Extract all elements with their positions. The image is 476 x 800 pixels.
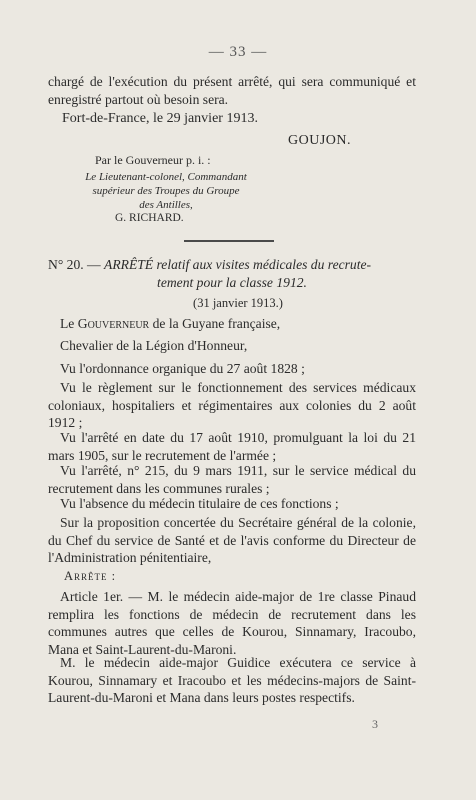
issuer-prefix: Le [60, 316, 78, 331]
par-le-gouverneur: Par le Gouverneur p. i. : [95, 153, 211, 167]
place-date: Fort-de-France, le 29 janvier 1913. [62, 111, 258, 126]
considerant-4: Vu l'arrêté, n° 215, du 9 mars 1911, sur le service médical du recrutement dans les communes rurales ; [48, 463, 416, 496]
lt-colonel-line-3: des Antilles, [139, 199, 193, 211]
considerant-1: Vu l'ordonnance organique du 27 août 1828 ; [60, 361, 305, 376]
decree-number: N° 20. — [48, 257, 101, 272]
issuer [48, 315, 416, 333]
chevalier-line: Chevalier de la Légion d'Honneur, [60, 338, 248, 353]
decree-date: (31 janvier 1913.) [193, 296, 283, 310]
issuer-rest: de la Guyane française, [149, 316, 281, 331]
decree-title-line-1: ARRÊTÉ relatif aux visites médicales du recrute- [104, 257, 372, 272]
arrete-label: Arrête : [64, 569, 117, 583]
section-divider [184, 240, 274, 242]
governor-signature: GOUJON. [288, 133, 351, 148]
article-guidice: M. le médecin aide-major Guidice exécutera ce service à Kourou, Sinnamary et Iracoubo et les médecins-majors de Saint-Laurent-du-Maroni et Mana dans leurs postes respectifs. [48, 655, 416, 705]
decree-heading [48, 256, 416, 291]
considerant-2: Vu le règlement sur le fonctionnement des services médicaux coloniaux, hospitaliers et régimentaires aux colonies du 2 août 1912 ; [48, 380, 416, 430]
page-mark: 3 [372, 717, 378, 731]
decree-title-line-2: tement pour la classe 1912. [157, 274, 307, 290]
intro-paragraph: chargé de l'exécution du présent arrêté, qui sera communiqué et enregistré partout où besoin sera. [48, 74, 416, 107]
considerant-3: Vu l'arrêté en date du 17 août 1910, promulguant la loi du 21 mars 1905, sur le recrutement de l'armée ; [48, 430, 416, 463]
lt-colonel-line-1: Le Lieutenant-colonel, Commandant [85, 171, 247, 183]
considerant-5: Vu l'absence du médecin titulaire de ces fonctions ; [60, 496, 339, 511]
lt-colonel-line-2: supérieur des Troupes du Groupe [92, 185, 240, 197]
article-1: Article 1er. — M. le médecin aide-major de 1re classe Pinaud remplira les fonctions de médecin de recrutement dans les communes autres que celles de Kourou, Sinnamary, Iracoubo, Mana et Saint-Laurent-du-Maroni. [48, 589, 416, 657]
considerant-6: Sur la proposition concertée du Secrétaire général de la colonie, du Chef du service de Santé et de l'avis conforme du Directeur de l'Administration pénitentiaire, [48, 515, 416, 565]
issuer-title: Gouverneur [77, 316, 150, 331]
page-number: — 33 — [208, 44, 268, 60]
lt-colonel-name: G. RICHARD. [115, 212, 184, 224]
